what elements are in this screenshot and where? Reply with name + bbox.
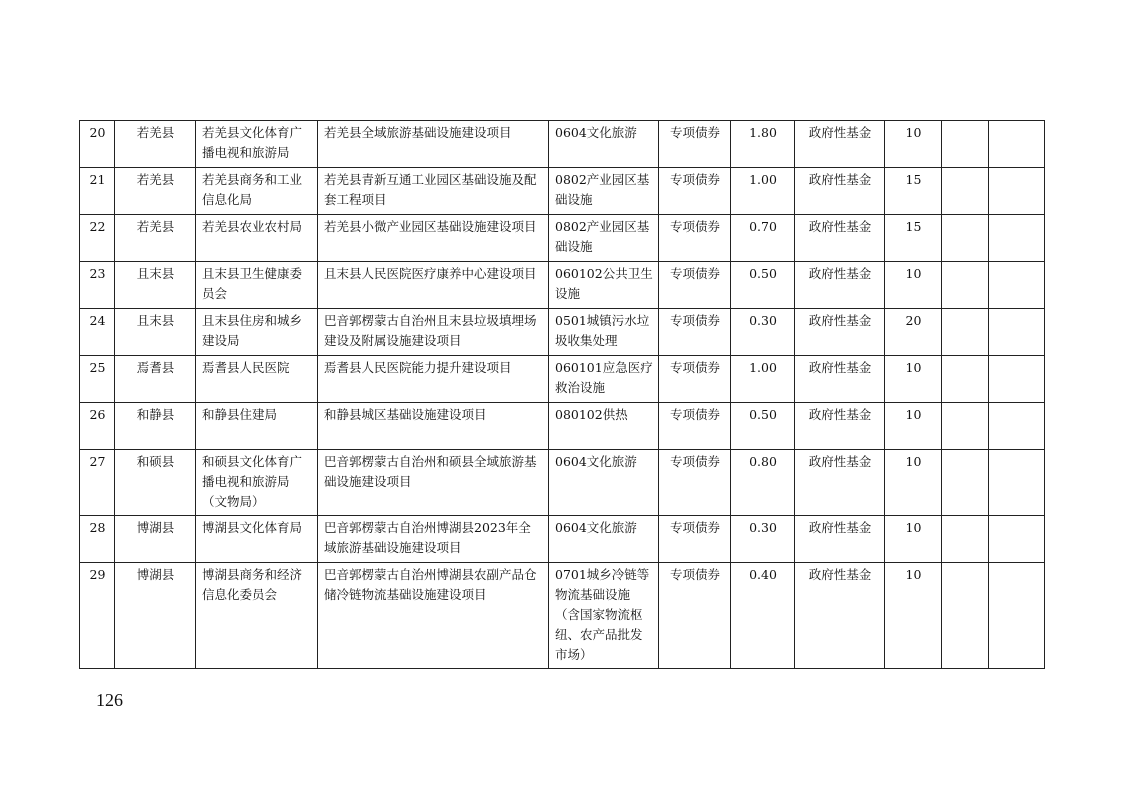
fund-type-cell: 政府性基金: [795, 516, 885, 563]
empty-cell: [942, 450, 989, 516]
empty-cell: [989, 309, 1045, 356]
term-cell: 15: [885, 215, 942, 262]
county-cell: 若羌县: [115, 215, 196, 262]
county-cell: 和静县: [115, 403, 196, 450]
category-cell: 060102公共卫生设施: [549, 262, 659, 309]
county-cell: 且末县: [115, 309, 196, 356]
table-row: [80, 309, 1045, 356]
bond-type-cell: 专项债券: [659, 563, 731, 669]
department-cell: 若羌县文化体育广播电视和旅游局: [196, 121, 318, 168]
bond-type-cell: 专项债券: [659, 262, 731, 309]
county-cell: 博湖县: [115, 516, 196, 563]
empty-cell: [942, 403, 989, 450]
table-row: [80, 516, 1045, 563]
empty-cell: [942, 516, 989, 563]
amount-cell: 0.70: [731, 215, 795, 262]
department-cell: 博湖县商务和经济信息化委员会: [196, 563, 318, 669]
project-name-cell: 巴音郭楞蒙古自治州博湖县农副产品仓储冷链物流基础设施建设项目: [318, 563, 549, 669]
bond-type-cell: 专项债券: [659, 403, 731, 450]
row-number: 26: [80, 403, 115, 450]
table-row: [80, 215, 1045, 262]
project-name-cell: 巴音郭楞蒙古自治州且末县垃圾填埋场建设及附属设施建设项目: [318, 309, 549, 356]
term-cell: 10: [885, 403, 942, 450]
category-cell: 060101应急医疗救治设施: [549, 356, 659, 403]
term-cell: 10: [885, 356, 942, 403]
amount-cell: 0.30: [731, 309, 795, 356]
bond-projects-table: [79, 120, 1045, 669]
row-number: 22: [80, 215, 115, 262]
page-number: 126: [96, 690, 123, 710]
row-number: 29: [80, 563, 115, 669]
category-cell: 0802产业园区基础设施: [549, 215, 659, 262]
empty-cell: [989, 516, 1045, 563]
table-row: [80, 450, 1045, 516]
bond-type-cell: 专项债券: [659, 356, 731, 403]
department-cell: 博湖县文化体育局: [196, 516, 318, 563]
amount-cell: 0.80: [731, 450, 795, 516]
amount-cell: 1.80: [731, 121, 795, 168]
empty-cell: [989, 356, 1045, 403]
fund-type-cell: 政府性基金: [795, 450, 885, 516]
table-row: [80, 121, 1045, 168]
term-cell: 10: [885, 121, 942, 168]
department-cell: 和硕县文化体育广播电视和旅游局（文物局）: [196, 450, 318, 516]
project-name-cell: 焉耆县人民医院能力提升建设项目: [318, 356, 549, 403]
table-row: [80, 563, 1045, 669]
empty-cell: [989, 563, 1045, 669]
table-row: [80, 356, 1045, 403]
row-number: 20: [80, 121, 115, 168]
bond-type-cell: 专项债券: [659, 215, 731, 262]
term-cell: 20: [885, 309, 942, 356]
term-cell: 10: [885, 262, 942, 309]
fund-type-cell: 政府性基金: [795, 168, 885, 215]
table-row: [80, 168, 1045, 215]
row-number: 27: [80, 450, 115, 516]
empty-cell: [989, 215, 1045, 262]
row-number: 23: [80, 262, 115, 309]
department-cell: 且末县住房和城乡建设局: [196, 309, 318, 356]
department-cell: 若羌县农业农村局: [196, 215, 318, 262]
project-name-cell: 且末县人民医院医疗康养中心建设项目: [318, 262, 549, 309]
fund-type-cell: 政府性基金: [795, 262, 885, 309]
table-row: [80, 262, 1045, 309]
fund-type-cell: 政府性基金: [795, 309, 885, 356]
amount-cell: 1.00: [731, 356, 795, 403]
empty-cell: [989, 262, 1045, 309]
category-cell: 0802产业园区基础设施: [549, 168, 659, 215]
county-cell: 焉耆县: [115, 356, 196, 403]
empty-cell: [942, 563, 989, 669]
department-cell: 焉耆县人民医院: [196, 356, 318, 403]
amount-cell: 1.00: [731, 168, 795, 215]
term-cell: 10: [885, 563, 942, 669]
amount-cell: 0.30: [731, 516, 795, 563]
county-cell: 且末县: [115, 262, 196, 309]
county-cell: 博湖县: [115, 563, 196, 669]
fund-type-cell: 政府性基金: [795, 356, 885, 403]
amount-cell: 0.40: [731, 563, 795, 669]
category-cell: 080102供热: [549, 403, 659, 450]
category-cell: 0604文化旅游: [549, 450, 659, 516]
project-name-cell: 巴音郭楞蒙古自治州博湖县2023年全域旅游基础设施建设项目: [318, 516, 549, 563]
empty-cell: [989, 450, 1045, 516]
empty-cell: [942, 356, 989, 403]
amount-cell: 0.50: [731, 403, 795, 450]
county-cell: 和硕县: [115, 450, 196, 516]
amount-cell: 0.50: [731, 262, 795, 309]
county-cell: 若羌县: [115, 121, 196, 168]
empty-cell: [989, 168, 1045, 215]
empty-cell: [989, 121, 1045, 168]
row-number: 24: [80, 309, 115, 356]
term-cell: 10: [885, 450, 942, 516]
bond-type-cell: 专项债券: [659, 516, 731, 563]
category-cell: 0604文化旅游: [549, 121, 659, 168]
term-cell: 15: [885, 168, 942, 215]
empty-cell: [942, 262, 989, 309]
row-number: 28: [80, 516, 115, 563]
empty-cell: [989, 403, 1045, 450]
empty-cell: [942, 121, 989, 168]
fund-type-cell: 政府性基金: [795, 215, 885, 262]
bond-type-cell: 专项债券: [659, 168, 731, 215]
county-cell: 若羌县: [115, 168, 196, 215]
department-cell: 且末县卫生健康委员会: [196, 262, 318, 309]
fund-type-cell: 政府性基金: [795, 121, 885, 168]
project-name-cell: 巴音郭楞蒙古自治州和硕县全域旅游基础设施建设项目: [318, 450, 549, 516]
row-number: 25: [80, 356, 115, 403]
empty-cell: [942, 215, 989, 262]
project-name-cell: 若羌县全域旅游基础设施建设项目: [318, 121, 549, 168]
bond-type-cell: 专项债券: [659, 121, 731, 168]
empty-cell: [942, 168, 989, 215]
table-row: [80, 403, 1045, 450]
category-cell: 0701城乡冷链等物流基础设施（含国家物流枢纽、农产品批发市场）: [549, 563, 659, 669]
term-cell: 10: [885, 516, 942, 563]
project-name-cell: 若羌县青新互通工业园区基础设施及配套工程项目: [318, 168, 549, 215]
empty-cell: [942, 309, 989, 356]
table-body: [80, 121, 1045, 669]
row-number: 21: [80, 168, 115, 215]
category-cell: 0604文化旅游: [549, 516, 659, 563]
bond-type-cell: 专项债券: [659, 309, 731, 356]
category-cell: 0501城镇污水垃圾收集处理: [549, 309, 659, 356]
bond-type-cell: 专项债券: [659, 450, 731, 516]
fund-type-cell: 政府性基金: [795, 403, 885, 450]
project-name-cell: 和静县城区基础设施建设项目: [318, 403, 549, 450]
department-cell: 和静县住建局: [196, 403, 318, 450]
project-name-cell: 若羌县小微产业园区基础设施建设项目: [318, 215, 549, 262]
department-cell: 若羌县商务和工业信息化局: [196, 168, 318, 215]
fund-type-cell: 政府性基金: [795, 563, 885, 669]
